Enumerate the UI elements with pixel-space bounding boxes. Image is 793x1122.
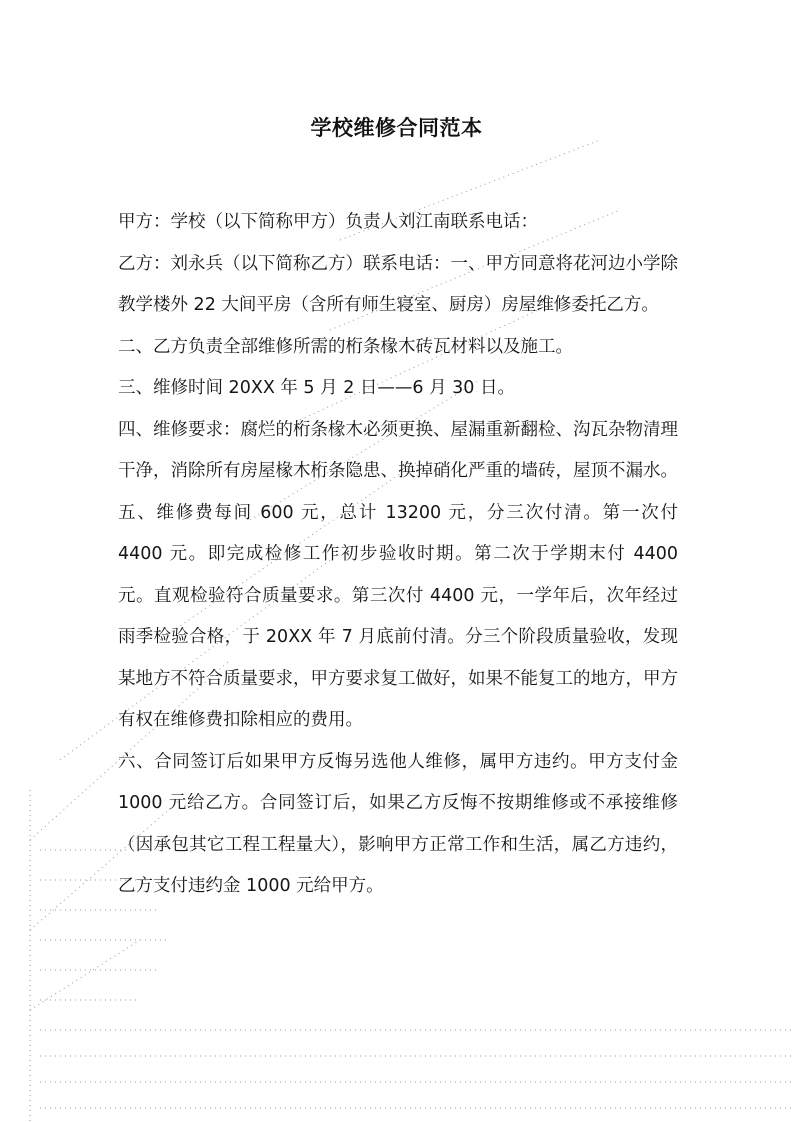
- paragraph-clause-2: 二、乙方负责全部维修所需的桁条椽木砖瓦材料以及施工。: [118, 336, 573, 357]
- paragraph-clause-3: 三、维修时间 20XX 年 5 月 2 日——6 月 30 日。: [118, 378, 515, 398]
- document-body: [118, 202, 678, 908]
- paragraph-party-a: 甲方：学校（以下简称甲方）负责人刘江南联系电话：: [118, 212, 538, 232]
- paragraph-clause-5: 五、维修费每间 600 元，总计 13200 元，分三次付清。第一次付 4400 元。即完成检修工作初步验收时期。第二次于学期末付 4400 元。直观检验符合质量要求。第三次付 4400 元，一学年后，次年经过雨季检验合格，于 20XX 年 7 月底前付清。分三个阶段质量验收，发现某地方不符合质量要求，甲方要求复工做好，如果不能复工的地方，甲方有权在维修费扣除相应的费用。: [118, 502, 678, 730]
- paragraph-clause-4: 四、维修要求：腐烂的桁条椽木必须更换、屋漏重新翻检、沟瓦杂物清理干净，消除所有房屋椽木桁条隐患、换掉硝化严重的墙砖，屋顶不漏水。: [118, 419, 678, 481]
- paragraph-party-b-clause-1: 乙方：刘永兵（以下简称乙方）联系电话：一、甲方同意将花河边小学除教学楼外 22 大间平房（含所有师生寝室、厨房）房屋维修委托乙方。: [118, 253, 678, 315]
- paragraph-clause-6: 六、合同签订后如果甲方反悔另选他人维修，属甲方违约。甲方支付金 1000 元给乙方。合同签订后，如果乙方反悔不按期维修或不承接维修（因承包其它工程工程量大），影响甲方正常工作和生活，属乙方违约，乙方支付违约金 1000 元给甲方。: [118, 751, 678, 896]
- document-title: 学校维修合同范本: [310, 116, 483, 140]
